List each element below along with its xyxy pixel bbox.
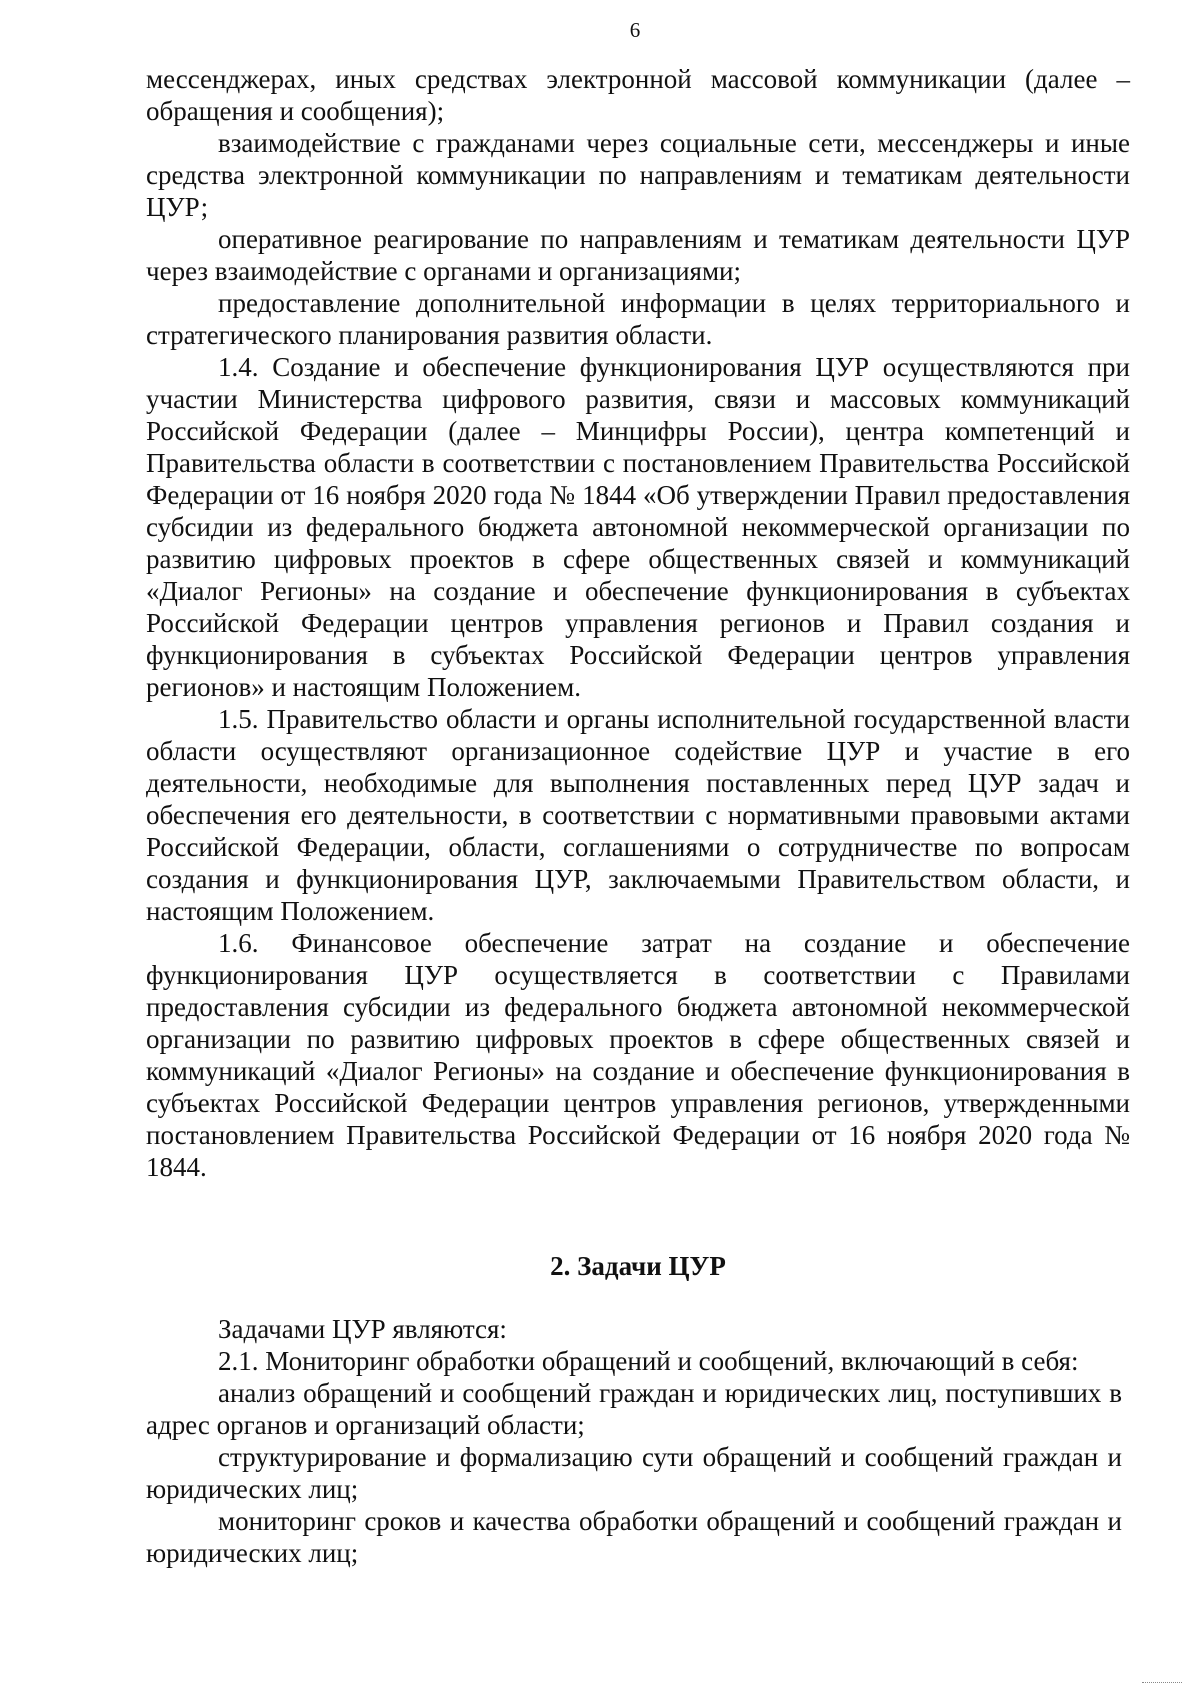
paragraph-operational-response: оперативное реагирование по направлениям и тематикам деятельности ЦУР через взаимодействие с органами и организациями; (146, 224, 1130, 286)
paragraph-1-5: 1.5. Правительство области и органы исполнительной государственной власти области осуществляют организационное содействие ЦУР и участие в его деятельности, необходимые для выполнения поставленных перед ЦУР задач и обеспечения его деятельности, в соответствии с нормативными правовыми актами Российской Федерации, области, соглашениями о сотрудничестве по вопросам создания и функционирования ЦУР, заключаемыми Правительством области, и настоящим Положением. (146, 704, 1130, 926)
section-1-continuation (146, 63, 1130, 1183)
paragraph-structuring: структурирование и формализацию сути обращений и сообщений граждан и юридических лиц; (146, 1442, 1122, 1504)
paragraph-citizen-interaction: взаимодействие с гражданами через социальные сети, мессенджеры и иные средства электронной коммуникации по направлениям и тематикам деятельности ЦУР; (146, 128, 1130, 222)
paragraph-2-1: 2.1. Мониторинг обработки обращений и сообщений, включающий в себя: (218, 1346, 1079, 1376)
section-2-body (146, 1313, 1122, 1569)
paragraph-messengers-continuation: мессенджерах, иных средствах электронной массовой коммуникации (далее – обращения и сообщения); (146, 64, 1130, 126)
section-2-heading: 2. Задачи ЦУР (550, 1251, 726, 1281)
paragraph-deadline-monitoring: мониторинг сроков и качества обработки обращений и сообщений граждан и юридических лиц; (146, 1506, 1122, 1568)
page-number: 6 (629, 18, 641, 42)
scan-corner-mark (1142, 1682, 1182, 1689)
paragraph-1-4: 1.4. Создание и обеспечение функционирования ЦУР осуществляются при участии Министерства цифрового развития, связи и массовых коммуникаций Российской Федерации (далее – Минцифры России), центра компетенций и Правительства области в соответствии с постановлением Правительства Российской Федерации от 16 ноября 2020 года № 1844 «Об утверждении Правил предоставления субсидии из федерального бюджета автономной некоммерческой организации по развитию цифровых проектов в сфере общественных связей и коммуникаций «Диалог Регионы» на создание и обеспечение функционирования в субъектах Российской Федерации центров управления регионов и Правил создания и функционирования в субъектах Российской Федерации центров управления регионов» и настоящим Положением. (146, 352, 1130, 702)
paragraph-analysis: анализ обращений и сообщений граждан и юридических лиц, поступивших в адрес органов и организаций области; (146, 1378, 1122, 1440)
paragraph-tasks-intro: Задачами ЦУР являются: (218, 1314, 507, 1344)
paragraph-additional-info: предоставление дополнительной информации в целях территориального и стратегического планирования развития области. (146, 288, 1130, 350)
paragraph-1-6: 1.6. Финансовое обеспечение затрат на создание и обеспечение функционирования ЦУР осуществляется в соответствии с Правилами предоставления субсидии из федерального бюджета автономной некоммерческой организации по развитию цифровых проектов в сфере общественных связей и коммуникаций «Диалог Регионы» на создание и обеспечение функционирования в субъектах Российской Федерации центров управления регионов, утвержденными постановлением Правительства Российской Федерации от 16 ноября 2020 года № 1844. (146, 928, 1130, 1182)
